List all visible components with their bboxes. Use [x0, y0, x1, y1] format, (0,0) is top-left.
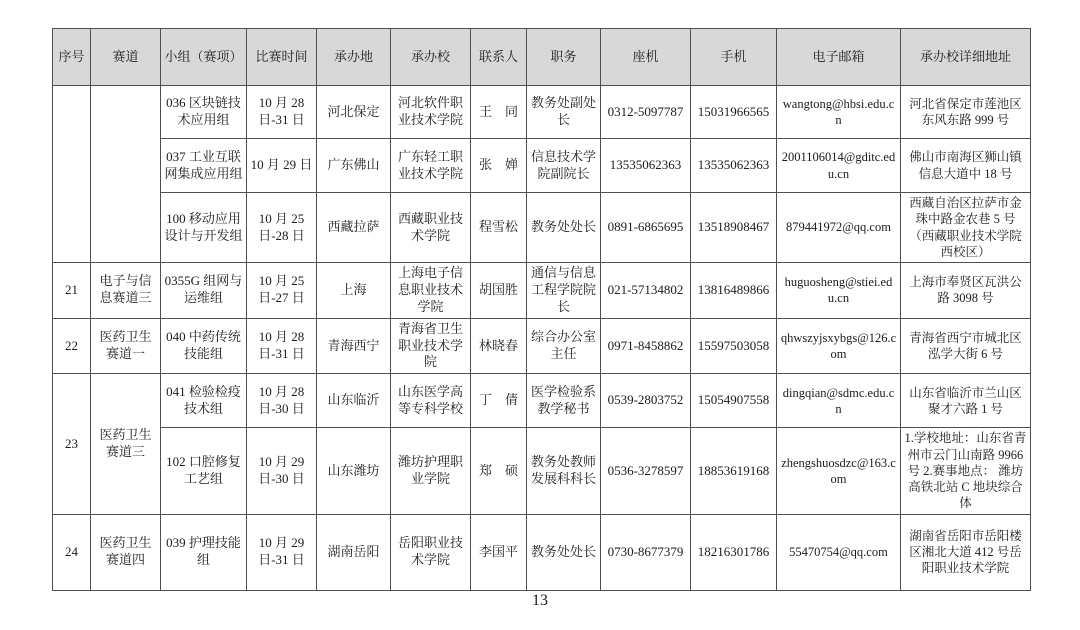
column-header: 手机: [691, 29, 777, 86]
cell-email: 2001106014@gditc.edu.cn: [777, 139, 901, 193]
cell-mobile: 13535062363: [691, 139, 777, 193]
cell-email: huguosheng@stiei.edu.cn: [777, 263, 901, 319]
cell-school: 潍坊护理职业学院: [391, 428, 471, 514]
cell-contact: 程雪松: [471, 193, 527, 263]
column-header: 比赛时间: [247, 29, 317, 86]
cell-email: 55470754@qq.com: [777, 514, 901, 590]
cell-address: 上海市奉贤区瓦洪公路 3098 号: [901, 263, 1031, 319]
competition-schedule-table: [52, 28, 1031, 591]
cell-landline: 0536-3278597: [601, 428, 691, 514]
cell-mobile: 15054907558: [691, 374, 777, 428]
cell-contact: 丁 倩: [471, 374, 527, 428]
cell-contact: 王 同: [471, 86, 527, 139]
cell-email: zhengshuosdzc@163.com: [777, 428, 901, 514]
cell-seq: 24: [53, 514, 91, 590]
cell-track: 医药卫生赛道四: [91, 514, 161, 590]
cell-title: 教务处副处长: [527, 86, 601, 139]
cell-time: 10 月 28 日-30 日: [247, 374, 317, 428]
cell-school: 青海省卫生职业技术学院: [391, 318, 471, 374]
cell-group: 039 护理技能组: [161, 514, 247, 590]
cell-contact: 林晓春: [471, 318, 527, 374]
cell-title: 教务处处长: [527, 193, 601, 263]
cell-track: 医药卫生赛道三: [91, 374, 161, 514]
column-header: 联系人: [471, 29, 527, 86]
table-row: [53, 374, 1031, 428]
cell-address: 青海省西宁市城北区泓学大街 6 号: [901, 318, 1031, 374]
cell-email: wangtong@hbsi.edu.cn: [777, 86, 901, 139]
cell-email: qhwszyjsxybgs@126.com: [777, 318, 901, 374]
cell-place: 广东佛山: [317, 139, 391, 193]
cell-place: 青海西宁: [317, 318, 391, 374]
cell-time: 10 月 29 日: [247, 139, 317, 193]
cell-landline: 0971-8458862: [601, 318, 691, 374]
cell-mobile: 18853619168: [691, 428, 777, 514]
cell-contact: 李国平: [471, 514, 527, 590]
column-header: 承办校详细地址: [901, 29, 1031, 86]
cell-time: 10 月 28 日-31 日: [247, 318, 317, 374]
cell-contact: 郑 硕: [471, 428, 527, 514]
cell-seq: 22: [53, 318, 91, 374]
cell-group: 036 区块链技术应用组: [161, 86, 247, 139]
table-row: [53, 514, 1031, 590]
cell-time: 10 月 25 日-27 日: [247, 263, 317, 319]
column-header: 电子邮箱: [777, 29, 901, 86]
table-row: [53, 86, 1031, 139]
cell-title: 医学检验系教学秘书: [527, 374, 601, 428]
cell-place: 西藏拉萨: [317, 193, 391, 263]
cell-track: 电子与信息赛道三: [91, 263, 161, 319]
table-header-row: [53, 29, 1031, 86]
column-header: 序号: [53, 29, 91, 86]
cell-title: 信息技术学院副院长: [527, 139, 601, 193]
cell-address: 河北省保定市莲池区东风东路 999 号: [901, 86, 1031, 139]
cell-time: 10 月 28 日-31 日: [247, 86, 317, 139]
cell-group: 037 工业互联网集成应用组: [161, 139, 247, 193]
cell-group: 102 口腔修复工艺组: [161, 428, 247, 514]
cell-mobile: 18216301786: [691, 514, 777, 590]
cell-mobile: 13816489866: [691, 263, 777, 319]
cell-place: 上海: [317, 263, 391, 319]
column-header: 赛道: [91, 29, 161, 86]
cell-group: 040 中药传统技能组: [161, 318, 247, 374]
table-row: [53, 428, 1031, 514]
table-row: [53, 139, 1031, 193]
cell-address: 西藏自治区拉萨市金珠中路金农巷 5 号（西藏职业技术学院西校区）: [901, 193, 1031, 263]
cell-title: 教务处教师发展科科长: [527, 428, 601, 514]
cell-email: 879441972@qq.com: [777, 193, 901, 263]
cell-mobile: 15031966565: [691, 86, 777, 139]
table-row: [53, 193, 1031, 263]
cell-track: 医药卫生赛道一: [91, 318, 161, 374]
cell-landline: 0891-6865695: [601, 193, 691, 263]
cell-email: dingqian@sdmc.edu.cn: [777, 374, 901, 428]
cell-school: 上海电子信息职业技术学院: [391, 263, 471, 319]
cell-school: 西藏职业技术学院: [391, 193, 471, 263]
cell-contact: 胡国胜: [471, 263, 527, 319]
cell-contact: 张 婵: [471, 139, 527, 193]
cell-time: 10 月 29 日-30 日: [247, 428, 317, 514]
cell-group: 0355G 组网与运维组: [161, 263, 247, 319]
cell-school: 岳阳职业技术学院: [391, 514, 471, 590]
cell-address: 佛山市南海区狮山镇信息大道中 18 号: [901, 139, 1031, 193]
cell-school: 山东医学高等专科学校: [391, 374, 471, 428]
cell-mobile: 13518908467: [691, 193, 777, 263]
cell-landline: 13535062363: [601, 139, 691, 193]
cell-seq: 23: [53, 374, 91, 514]
cell-landline: 0539-2803752: [601, 374, 691, 428]
cell-place: 湖南岳阳: [317, 514, 391, 590]
column-header: 承办校: [391, 29, 471, 86]
column-header: 座机: [601, 29, 691, 86]
cell-address: 山东省临沂市兰山区聚才六路 1 号: [901, 374, 1031, 428]
cell-title: 教务处处长: [527, 514, 601, 590]
cell-landline: 0312-5097787: [601, 86, 691, 139]
cell-seq: [53, 86, 91, 263]
column-header: 承办地: [317, 29, 391, 86]
cell-school: 河北软件职业技术学院: [391, 86, 471, 139]
column-header: 职务: [527, 29, 601, 86]
cell-school: 广东轻工职业技术学院: [391, 139, 471, 193]
cell-group: 100 移动应用设计与开发组: [161, 193, 247, 263]
cell-time: 10 月 29 日-31 日: [247, 514, 317, 590]
cell-landline: 0730-8677379: [601, 514, 691, 590]
cell-group: 041 检验检疫技术组: [161, 374, 247, 428]
cell-place: 山东临沂: [317, 374, 391, 428]
page-number: 13: [532, 592, 548, 609]
table-row: [53, 263, 1031, 319]
cell-title: 通信与信息工程学院院长: [527, 263, 601, 319]
cell-place: 河北保定: [317, 86, 391, 139]
cell-title: 综合办公室主任: [527, 318, 601, 374]
cell-address: 湖南省岳阳市岳阳楼区湘北大道 412 号岳阳职业技术学院: [901, 514, 1031, 590]
table-row: [53, 318, 1031, 374]
cell-place: 山东潍坊: [317, 428, 391, 514]
cell-time: 10 月 25 日-28 日: [247, 193, 317, 263]
cell-seq: 21: [53, 263, 91, 319]
cell-landline: 021-57134802: [601, 263, 691, 319]
column-header: 小组（赛项）: [161, 29, 247, 86]
cell-address: 1.学校地址：山东省青州市云门山南路 9966 号 2.赛事地点： 潍坊高铁北站 C 地块综合体: [901, 428, 1031, 514]
cell-mobile: 15597503058: [691, 318, 777, 374]
cell-track: [91, 86, 161, 263]
